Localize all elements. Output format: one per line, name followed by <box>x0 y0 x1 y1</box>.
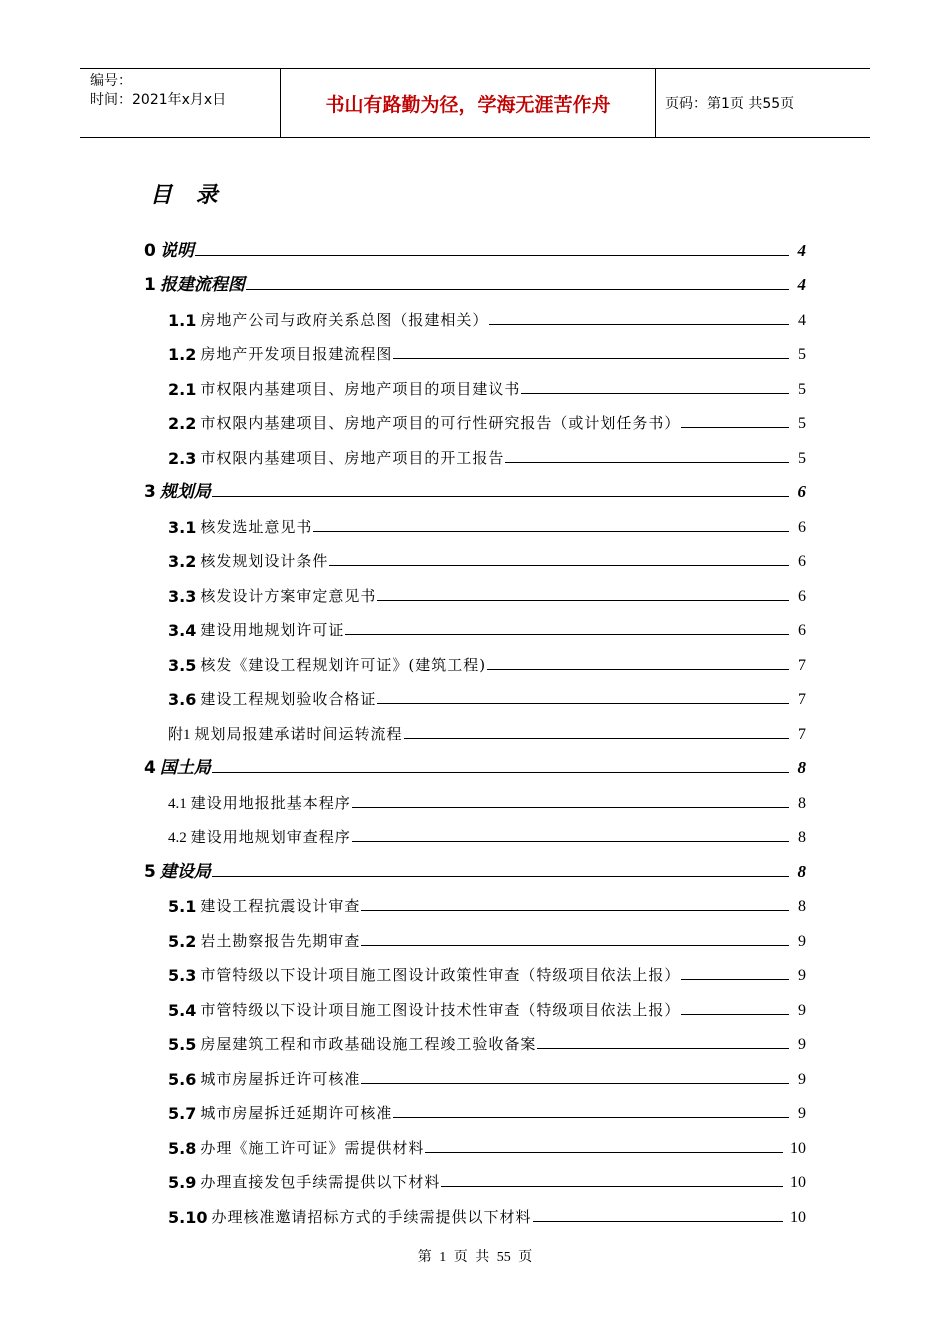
toc-entry-label: 市权限内基建项目、房地产项目的项目建议书 <box>200 379 521 398</box>
toc-entry[interactable] <box>144 847 806 882</box>
toc-entry-number: 5.4 <box>168 1000 197 1020</box>
toc-entry-page: 4 <box>797 240 806 260</box>
toc-leader-line <box>377 600 789 601</box>
toc-entry-page: 7 <box>798 656 806 674</box>
toc-entry-number: 0 <box>144 240 156 261</box>
toc-entry-page: 9 <box>798 1070 806 1088</box>
toc-entry[interactable] <box>144 571 806 606</box>
toc-leader-line <box>345 634 789 635</box>
toc-entry-page: 4 <box>798 311 806 329</box>
toc-entry-number: 1.1 <box>168 310 197 330</box>
toc-entry-page: 5 <box>798 415 806 432</box>
toc-title: 目 录 <box>150 182 226 208</box>
toc-entry-page: 8 <box>797 861 806 881</box>
toc-entry-page: 8 <box>798 829 806 846</box>
toc-entry[interactable] <box>144 1020 806 1055</box>
toc-entry-label: 核发选址意见书 <box>200 517 313 536</box>
toc-entry-label: 报建流程图 <box>159 275 245 295</box>
toc-entry-number: 4 <box>144 758 156 778</box>
toc-entry-page: 10 <box>790 1139 806 1157</box>
toc-leader-line <box>361 1083 789 1084</box>
toc-leader-line <box>404 738 789 739</box>
toc-entry-number: 5.7 <box>168 1104 197 1123</box>
toc-leader-line <box>377 703 789 704</box>
table-of-contents <box>144 226 806 1227</box>
toc-entry-label: 规划局报建承诺时间运转流程 <box>194 724 403 743</box>
toc-entry-label: 建设用地规划许可证 <box>200 621 345 639</box>
toc-entry[interactable] <box>144 813 806 848</box>
toc-entry-number: 2.3 <box>168 448 197 468</box>
toc-entry-page: 8 <box>798 898 806 915</box>
toc-leader-line <box>361 945 789 946</box>
toc-leader-line <box>352 807 789 808</box>
toc-leader-line <box>393 1117 789 1118</box>
toc-entry[interactable] <box>144 675 806 710</box>
toc-entry[interactable] <box>144 468 806 503</box>
toc-leader-line <box>212 876 789 877</box>
toc-entry[interactable] <box>144 295 806 330</box>
toc-entry-number: 5.10 <box>168 1207 208 1227</box>
toc-entry-page: 4 <box>797 275 806 294</box>
toc-entry-label: 市管特级以下设计项目施工图设计政策性审查（特级项目依法上报） <box>200 966 681 984</box>
toc-entry[interactable] <box>144 364 806 399</box>
toc-entry-page: 6 <box>798 622 806 639</box>
header-motto: 书山有路勤为径，学海无涯苦作舟 <box>281 69 656 137</box>
toc-entry-number: 5.1 <box>168 897 197 916</box>
toc-entry[interactable] <box>144 1158 806 1193</box>
toc-entry-page: 10 <box>790 1174 806 1191</box>
header-page-label: 页码：第1页 共55页 <box>665 96 795 112</box>
toc-entry[interactable] <box>144 1089 806 1124</box>
toc-entry-number: 5.6 <box>168 1069 197 1089</box>
toc-entry[interactable] <box>144 261 806 296</box>
toc-leader-line <box>505 462 789 463</box>
toc-entry-label: 国土局 <box>159 758 211 778</box>
toc-entry-label: 房地产开发项目报建流程图 <box>200 345 393 363</box>
toc-leader-line <box>489 324 789 325</box>
toc-entry[interactable] <box>144 1123 806 1158</box>
toc-entry[interactable] <box>144 709 806 744</box>
toc-leader-line <box>329 565 789 566</box>
toc-entry[interactable] <box>144 985 806 1020</box>
toc-entry-number: 2.2 <box>168 414 197 433</box>
toc-entry-label: 办理直接发包手续需提供以下材料 <box>200 1173 441 1191</box>
toc-leader-line <box>195 255 789 256</box>
toc-entry-label: 市权限内基建项目、房地产项目的开工报告 <box>200 448 505 467</box>
toc-entry[interactable] <box>144 606 806 641</box>
toc-entry-page: 8 <box>798 794 806 812</box>
header-meta <box>80 69 281 137</box>
toc-entry-number: 3 <box>144 482 156 502</box>
toc-entry[interactable] <box>144 778 806 813</box>
toc-leader-line <box>212 496 789 497</box>
toc-entry[interactable] <box>144 226 806 261</box>
toc-entry-page: 5 <box>798 449 806 467</box>
toc-entry-number: 5.8 <box>168 1138 197 1158</box>
toc-entry-page: 6 <box>798 587 806 605</box>
toc-entry-label: 建设工程抗震设计审查 <box>200 897 361 915</box>
toc-entry-page: 9 <box>798 1036 806 1053</box>
toc-entry-label: 办理《施工许可证》需提供材料 <box>200 1138 425 1157</box>
toc-entry-number: 3.5 <box>168 655 197 675</box>
toc-entry-number: 4.2 <box>168 830 187 846</box>
toc-entry-label: 城市房屋拆迁许可核准 <box>200 1069 361 1088</box>
toc-entry[interactable] <box>144 502 806 537</box>
toc-entry[interactable] <box>144 882 806 917</box>
toc-entry[interactable] <box>144 537 806 572</box>
toc-entry-number: 附1 <box>168 726 191 743</box>
toc-leader-line <box>533 1221 784 1222</box>
toc-entry-page: 9 <box>798 1105 806 1122</box>
toc-leader-line <box>393 358 789 359</box>
toc-entry-label: 市权限内基建项目、房地产项目的可行性研究报告（或计划任务书） <box>200 414 681 432</box>
toc-entry-number: 3.6 <box>168 690 197 709</box>
toc-entry-page: 6 <box>797 482 806 501</box>
toc-entry-page: 6 <box>798 518 806 536</box>
toc-entry-number: 1 <box>144 275 156 295</box>
header-number-label: 编号： <box>90 73 132 89</box>
toc-leader-line <box>681 427 789 428</box>
toc-entry[interactable] <box>144 916 806 951</box>
toc-entry-page: 7 <box>798 725 806 743</box>
toc-entry-label: 城市房屋拆迁延期许可核准 <box>200 1104 393 1122</box>
toc-entry-label: 市管特级以下设计项目施工图设计技术性审查（特级项目依法上报） <box>200 1000 681 1019</box>
toc-entry-page: 10 <box>790 1208 806 1226</box>
toc-entry-number: 3.1 <box>168 517 197 537</box>
toc-entry-number: 5.5 <box>168 1035 197 1054</box>
toc-entry-number: 1.2 <box>168 345 197 364</box>
toc-entry-label: 建设局 <box>159 861 211 882</box>
page-header <box>80 68 870 138</box>
toc-entry[interactable] <box>144 640 806 675</box>
toc-leader-line <box>521 393 789 394</box>
toc-entry-page: 9 <box>798 932 806 950</box>
toc-entry-number: 2.1 <box>168 379 197 399</box>
toc-entry[interactable] <box>144 744 806 779</box>
toc-leader-line <box>352 841 789 842</box>
header-time-label: 时间：2021年x月x日 <box>90 92 227 108</box>
toc-entry[interactable] <box>144 1054 806 1089</box>
toc-leader-line <box>537 1048 789 1049</box>
toc-entry-label: 房屋建筑工程和市政基础设施工程竣工验收备案 <box>200 1035 537 1053</box>
toc-entry-label: 规划局 <box>159 482 211 502</box>
toc-entry[interactable] <box>144 330 806 365</box>
toc-leader-line <box>681 979 789 980</box>
toc-leader-line <box>212 772 789 773</box>
toc-leader-line <box>425 1152 783 1153</box>
toc-entry-number: 3.3 <box>168 586 197 606</box>
toc-entry-label: 核发《建设工程规划许可证》(建筑工程) <box>200 655 487 674</box>
toc-entry-label: 核发规划设计条件 <box>200 552 329 570</box>
toc-entry-label: 建设工程规划验收合格证 <box>200 690 377 708</box>
toc-entry-page: 8 <box>797 758 806 777</box>
toc-entry[interactable] <box>144 951 806 986</box>
toc-entry-label: 房地产公司与政府关系总图（报建相关） <box>200 310 489 329</box>
toc-entry-page: 9 <box>798 967 806 984</box>
toc-entry-label: 建设用地规划审查程序 <box>190 828 351 846</box>
toc-entry-label: 说明 <box>159 240 194 261</box>
toc-entry-number: 5 <box>144 861 156 882</box>
toc-entry-number: 5.9 <box>168 1173 197 1192</box>
toc-entry-label: 办理核准邀请招标方式的手续需提供以下材料 <box>211 1207 532 1226</box>
toc-entry-page: 7 <box>798 691 806 708</box>
toc-entry[interactable] <box>144 1192 806 1227</box>
toc-entry-page: 9 <box>798 1001 806 1019</box>
toc-entry-number: 3.4 <box>168 621 197 640</box>
toc-entry-page: 5 <box>798 346 806 363</box>
toc-leader-line <box>361 910 789 911</box>
toc-entry-label: 核发设计方案审定意见书 <box>200 586 377 605</box>
toc-entry[interactable] <box>144 399 806 434</box>
toc-entry-page: 6 <box>798 553 806 570</box>
toc-entry-number: 3.2 <box>168 552 197 571</box>
toc-leader-line <box>487 669 789 670</box>
page-footer: 第 1 页 共 55 页 <box>417 1250 533 1265</box>
toc-entry[interactable] <box>144 433 806 468</box>
toc-entry-page: 5 <box>798 380 806 398</box>
toc-entry-number: 5.2 <box>168 931 197 951</box>
toc-entry-label: 岩土勘察报告先期审查 <box>200 931 361 950</box>
toc-leader-line <box>313 531 789 532</box>
toc-entry-label: 建设用地报批基本程序 <box>190 793 351 812</box>
toc-entry-number: 4.1 <box>168 795 187 812</box>
toc-entry-number: 5.3 <box>168 966 197 985</box>
toc-leader-line <box>681 1014 789 1015</box>
toc-leader-line <box>441 1186 783 1187</box>
toc-leader-line <box>246 289 789 290</box>
